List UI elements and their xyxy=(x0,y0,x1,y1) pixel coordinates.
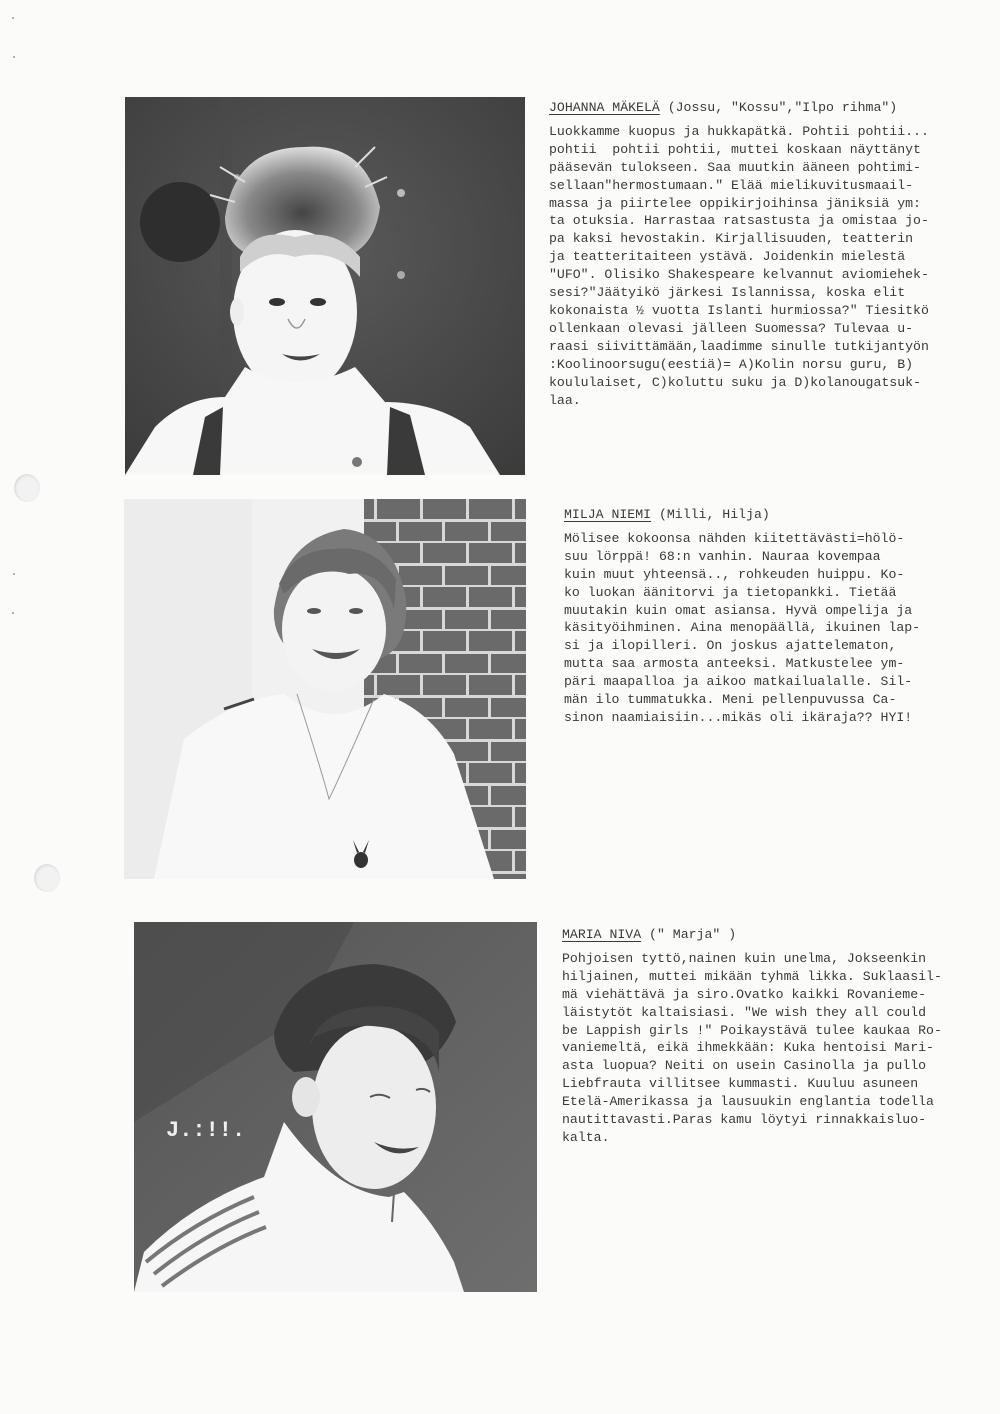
punch-hole xyxy=(14,474,40,502)
profile-text-line: muutakin kuin omat asiansa. Hyvä ompelija ja xyxy=(564,602,913,618)
profile-text-line: kuin muut yhteensä.., rohkeuden huippu. Ko- xyxy=(564,566,905,582)
punch-hole xyxy=(34,864,60,892)
profile-text-line: sellaan"hermostumaan." Elää mielikuvitusmaail- xyxy=(549,177,914,193)
profile-text-line: mä viehättävä ja siro.Ovatko kaikki Rovanieme- xyxy=(562,986,927,1002)
profile-text-line: Etelä-Amerikassa ja lausuukin englantia todella xyxy=(562,1094,934,1110)
profile-text-line: raasi siivittämään,laadimme sinulle tutkijantyön xyxy=(549,338,929,354)
profile-nicknames: (Milli, Hilja) xyxy=(651,507,770,522)
profile-text-line: läistytöt kaltaisiasi. "We wish they all could xyxy=(562,1004,927,1020)
profile-text-line: kalta. xyxy=(562,1129,610,1145)
profile-text-line: nautittavasti.Paras kamu löytyi rinnakkaisluo- xyxy=(562,1112,927,1128)
portrait-photo-milja xyxy=(124,499,526,879)
profile-text-line: sinon naamiaisiin...mikäs oli ikäraja?? HYI! xyxy=(564,709,913,725)
profile-text-line: ko luokan äänitorvi ja tietopankki. Tietää xyxy=(564,584,897,600)
profile-text-line: :Koolinoorsugu(eestiä)= A)Kolin norsu guru, B) xyxy=(549,356,914,372)
profile-text-line: si ja ilopilleri. On joskus ajattelematon, xyxy=(564,638,897,654)
speck xyxy=(12,17,14,19)
profile-text-line: käsityöihminen. Aina menopäällä, ikuinen lap- xyxy=(564,620,921,636)
profile-johanna xyxy=(549,99,929,409)
profile-text-line: päri maapalloa ja aikoo matkailualalle. Sil- xyxy=(564,674,913,690)
portrait-photo-johanna xyxy=(125,97,525,475)
speck xyxy=(12,612,14,614)
profile-text-line: koululaiset, C)koluttu suku ja D)kolanougatsuk- xyxy=(549,374,921,390)
profile-text-line: mutta saa armosta anteeksi. Matkustelee ym- xyxy=(564,656,905,672)
profile-text-line: Pohjoisen tyttö,nainen kuin unelma, Jokseenkin xyxy=(562,950,927,966)
profile-text-line: sesi?"Jäätyikö järkesi Islannissa, koska elit xyxy=(549,285,906,301)
profile-nicknames: (" Marja" ) xyxy=(641,927,737,942)
profile-name: MARIA NIVA xyxy=(562,927,642,942)
profile-heading xyxy=(564,506,920,524)
profile-text-line: vaniemeltä, eikä ihmekkään: Kuka hentoisi Mari- xyxy=(562,1040,934,1056)
profile-text-line: massa ja piirtelee oppikirjoihinsa jäniksiä ym: xyxy=(549,195,921,211)
portrait-photo-maria xyxy=(134,922,537,1292)
profile-text-line: ja teatteritaiteen ystävä. Joidenkin mielestä xyxy=(549,249,906,265)
profile-text-line: Luokkamme kuopus ja hukkapätkä. Pohtii pohtii... xyxy=(549,123,929,139)
profile-maria xyxy=(562,926,942,1147)
profile-text-line: män ilo tummatukka. Meni pellenpuvussa Ca- xyxy=(564,692,897,708)
profile-text-line: hiljainen, muttei mikään tyhmä likka. Suklaasil- xyxy=(562,968,942,984)
wall-sign-text: J.:!!. xyxy=(166,1118,246,1143)
profile-text-line: pa kaksi hevostakin. Kirjallisuuden, teatterin xyxy=(549,231,914,247)
profile-milja xyxy=(564,506,920,727)
profile-text-line: ollenkaan olevasi jälleen Suomessa? Tulevaa u- xyxy=(549,320,914,336)
profile-text-line: kokonaista ½ vuotta Islanti hurmiossa?" Tiesitkö xyxy=(549,302,929,318)
profile-text-line: laa. xyxy=(549,392,581,408)
profile-text-line: Liebfrauta villitsee kummasti. Kuuluu asuneen xyxy=(562,1076,919,1092)
profile-text-line: ta otuksia. Harrastaa ratsastusta ja omistaa jo- xyxy=(549,213,929,229)
profile-heading xyxy=(549,99,929,117)
profile-text-line: be Lappish girls !" Poikaystävä tulee kaukaa Ro- xyxy=(562,1022,942,1038)
profile-heading xyxy=(562,926,942,944)
profile-text-line: asta luopua? Neiti on usein Casinolla ja pullo xyxy=(562,1058,927,1074)
profile-name: MILJA NIEMI xyxy=(564,507,652,522)
profile-text-line: Mölisee kokoonsa nähden kiitettävästi=hölö- xyxy=(564,530,905,546)
profile-text-line: "UFO". Olisiko Shakespeare kelvannut aviomiehek- xyxy=(549,267,929,283)
profile-text-line: pohtii pohtii pohtii, muttei koskaan näyttänyt xyxy=(549,141,921,157)
speck xyxy=(13,56,15,58)
profile-nicknames: (Jossu, "Kossu","Ilpo rihma") xyxy=(659,100,898,115)
profile-text-line: pääsevän tulokseen. Saa muutkin ääneen pohtimi- xyxy=(549,159,921,175)
profile-text-line: suu lörppä! 68:n vanhin. Nauraa kovempaa xyxy=(564,548,881,564)
profile-name: JOHANNA MÄKELÄ xyxy=(549,100,660,115)
speck xyxy=(13,573,15,575)
